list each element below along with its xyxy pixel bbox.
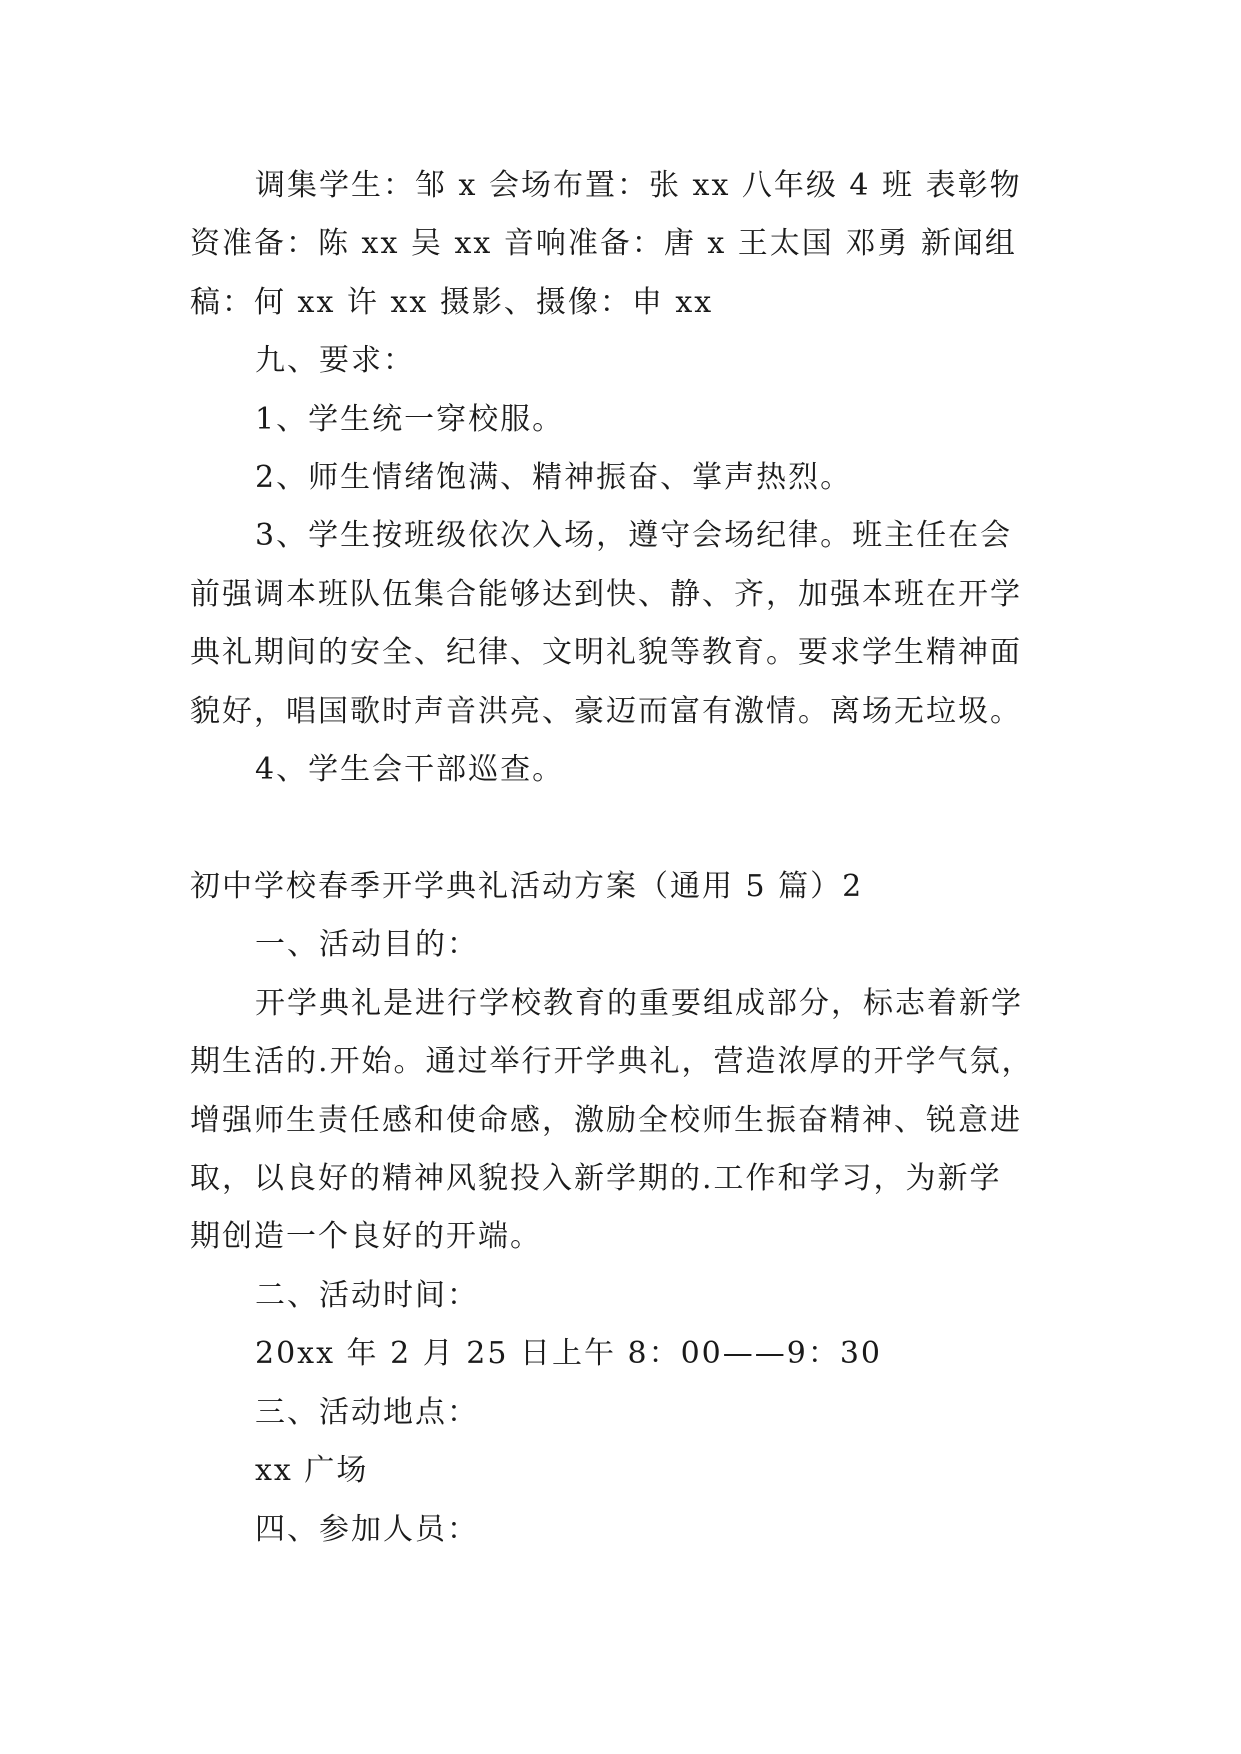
section-heading: 九、要求： xyxy=(255,343,415,378)
text-line: 典礼期间的安全、纪律、文明礼貌等教育。要求学生精神面 xyxy=(190,635,1022,670)
text-line: 20xx 年 2 月 25 日上午 8：00——9：30 xyxy=(255,1336,883,1371)
text-line: 期生活的.开始。通过举行开学典礼，营造浓厚的开学气氛， xyxy=(190,1044,1034,1079)
list-item: 2、师生情绪饱满、精神振奋、掌声热烈。 xyxy=(255,460,853,495)
text-line: 稿：何 xx 许 xx 摄影、摄像：申 xx xyxy=(190,285,714,320)
list-item: 4、学生会干部巡查。 xyxy=(255,752,565,787)
section-heading: 三、活动地点： xyxy=(255,1395,479,1430)
text-line: 取，以良好的精神风貌投入新学期的.工作和学习，为新学 xyxy=(190,1161,1002,1196)
text-line: 开学典礼是进行学校教育的重要组成部分，标志着新学 xyxy=(255,986,1023,1021)
text-line: 增强师生责任感和使命感，激励全校师生振奋精神、锐意进 xyxy=(190,1103,1022,1138)
text-line: 貌好，唱国歌时声音洪亮、豪迈而富有激情。离场无垃圾。 xyxy=(190,694,1022,729)
section-heading: 二、活动时间： xyxy=(255,1278,479,1313)
text-line: 期创造一个良好的开端。 xyxy=(190,1219,542,1254)
list-item: 3、学生按班级依次入场，遵守会场纪律。班主任在会 xyxy=(255,518,1013,553)
document-title: 初中学校春季开学典礼活动方案（通用 5 篇）2 xyxy=(190,869,864,904)
list-item: 1、学生统一穿校服。 xyxy=(255,402,565,437)
section-heading: 四、参加人员： xyxy=(255,1512,479,1547)
text-line: 调集学生：邹 x 会场布置：张 xx 八年级 4 班 表彰物 xyxy=(255,168,1022,203)
text-line: 前强调本班队伍集合能够达到快、静、齐，加强本班在开学 xyxy=(190,577,1022,612)
section-heading: 一、活动目的： xyxy=(255,927,479,962)
text-line: 资准备：陈 xx 吴 xx 音响准备：唐 x 王太国 邓勇 新闻组 xyxy=(190,226,1017,261)
text-line: xx 广场 xyxy=(255,1453,369,1488)
